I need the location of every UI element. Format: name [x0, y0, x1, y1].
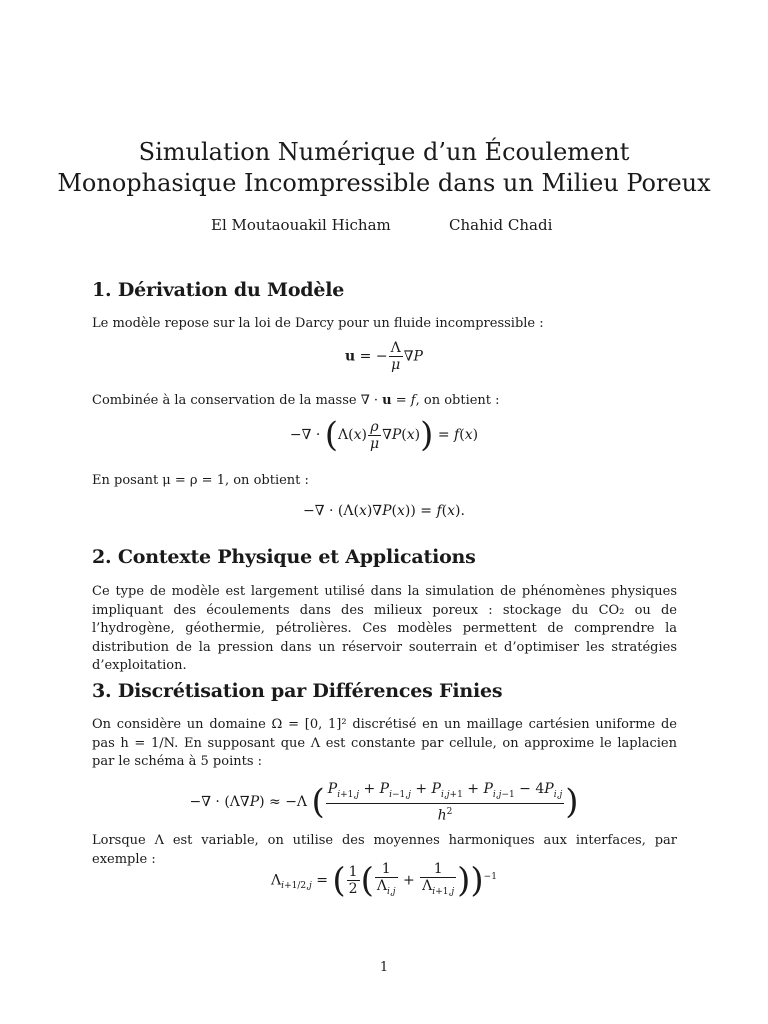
page-number: 1 — [379, 960, 389, 975]
section-1-heading: 1. Dérivation du Modèle — [92, 279, 345, 301]
darcy-law-equation: u = − $\frac{\Lambda}{\mu}$ ∇P — [345, 340, 423, 373]
section-3-paragraph-1: On considère un domaine Ω = [0, 1]² discrétisé en un maillage cartésien uniforme de pas h = 1/N. En supposant que Λ est constante par cellule, on approxime le laplacien par le schéma à 5 points : — [92, 717, 677, 769]
mass-conservation-equation: −∇ · (Λ(x) $\frac{\rho}{\mu}$ ∇P(x)) = f(x) — [289, 415, 479, 455]
author-1: El Moutaouakil Hicham — [211, 216, 391, 234]
harmonic-mean-equation: $\Lambda_{i+1/2,j}$ = ( $\frac{1}{2}$ ( $\frac{1}{\Lambda_{i,j}}$ + $\frac{1}{\Lambda_{i+1,j}}$ ))$^{-1}$ — [271, 860, 497, 901]
section-3-heading: 3. Discrétisation par Différences Finies — [92, 680, 503, 702]
section-1-paragraph-2: Combinée à la conservation de la masse ∇ · u = f, on obtient : — [92, 393, 500, 408]
five-point-scheme-equation: −∇ · (Λ∇P) ≈ −Λ ( $\frac{P_{i+1,j} + P_{i-1,j} + P_{i,j+1} + P_{i,j-1} - 4P_{i,j}}{h^2}$ ) — [189, 781, 579, 824]
section-1-paragraph-1: Le modèle repose sur la loi de Darcy pour un fluide incompressible : — [92, 316, 544, 331]
section-2-paragraph-1: Ce type de modèle est largement utilisé dans la simulation de phénomènes physiques impliquant des écoulements dans des milieux poreux : stockage du CO₂ ou de l’hydrogène, géothermie, pétrolières. Ces modèles permettent de comprendre la distribution de la pression dans un réservoir souterrain et d’optimiser les stratégies d’exploitation. — [92, 584, 677, 673]
section-1-paragraph-3: En posant μ = ρ = 1, on obtient : — [92, 473, 309, 488]
paper-title-line-2: Monophasique Incompressible dans un Milieu Poreux — [57, 169, 711, 197]
paper-title-line-1: Simulation Numérique d’un Écoulement — [138, 138, 630, 166]
section-2-heading: 2. Contexte Physique et Applications — [92, 546, 476, 568]
section-3-paragraph-2: Lorsque Λ est variable, on utilise des moyennes harmoniques aux interfaces, par exemple : — [92, 833, 677, 867]
pressure-equation: −∇ · (Λ(x)∇P(x)) = f(x). — [303, 503, 465, 519]
author-2: Chahid Chadi — [449, 216, 553, 234]
